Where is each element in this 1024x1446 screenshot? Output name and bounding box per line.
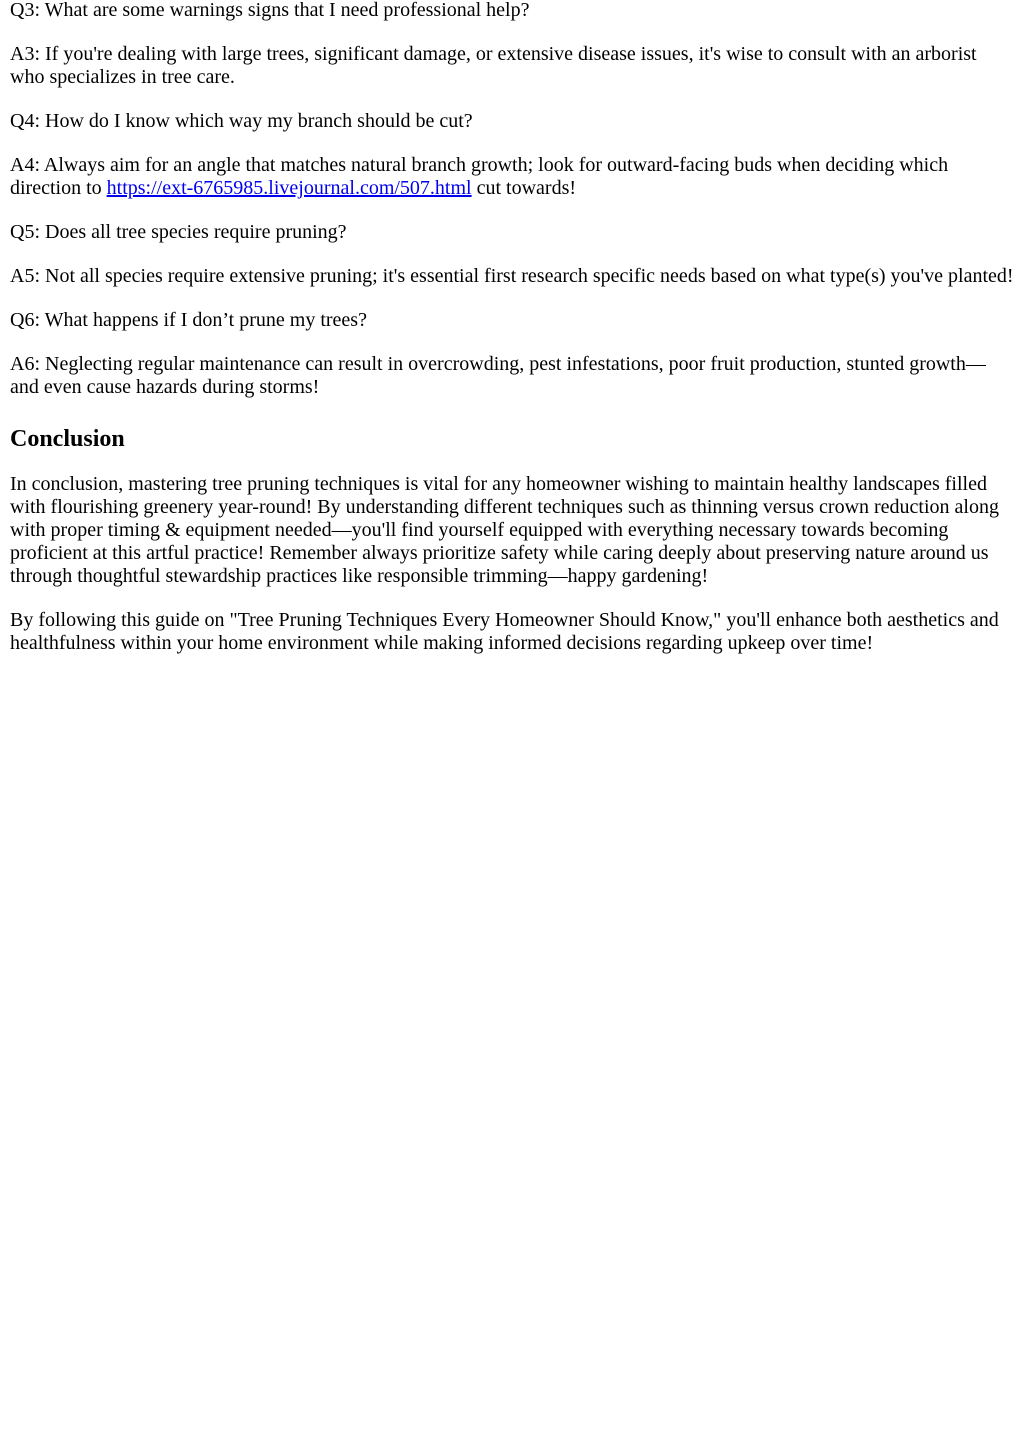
faq-answer-4-text-after: cut towards! [471, 177, 577, 199]
conclusion-heading: Conclusion [10, 426, 125, 452]
article-content [0, 0, 1024, 655]
faq-question-4: Q4: How do I know which way my branch should be cut? [10, 110, 473, 132]
faq-answer-4 [10, 154, 1014, 200]
faq-question-5: Q5: Does all tree species require pruning? [10, 221, 347, 243]
faq-question-3: Q3: What are some warnings signs that I need professional help? [10, 0, 530, 21]
faq-answer-6: A6: Neglecting regular maintenance can result in overcrowding, pest infestations, poor fruit production, stunted growth—and even cause hazards during storms! [10, 353, 986, 398]
faq-answer-4-text-before: A4: Always aim for an angle that matches natural branch growth; look for outward-facing buds when deciding which direction to [10, 154, 949, 199]
conclusion-paragraph-1: In conclusion, mastering tree pruning techniques is vital for any homeowner wishing to maintain healthy landscapes filled with flourishing greenery year-round! By understanding different techniques such as thinning versus crown reduction along with proper timing & equipment needed—you'll find yourself equipped with everything necessary towards becoming proficient at this artful practice! Remember always prioritize safety while caring deeply about preserving nature around us through thoughtful stewardship practices like responsible trimming—happy gardening! [10, 473, 999, 587]
conclusion-paragraph-2: By following this guide on "Tree Pruning Techniques Every Homeowner Should Know," you'll enhance both aesthetics and healthfulness within your home environment while making informed decisions regarding upkeep over time! [10, 609, 999, 654]
faq-answer-4-link[interactable]: https://ext-6765985.livejournal.com/507.html [106, 177, 472, 199]
faq-question-6: Q6: What happens if I don’t prune my trees? [10, 309, 367, 331]
faq-answer-3: A3: If you're dealing with large trees, significant damage, or extensive disease issues, it's wise to consult with an arborist who specializes in tree care. [10, 43, 977, 88]
faq-answer-5: A5: Not all species require extensive pruning; it's essential first research specific needs based on what type(s) you've planted! [10, 265, 1014, 287]
